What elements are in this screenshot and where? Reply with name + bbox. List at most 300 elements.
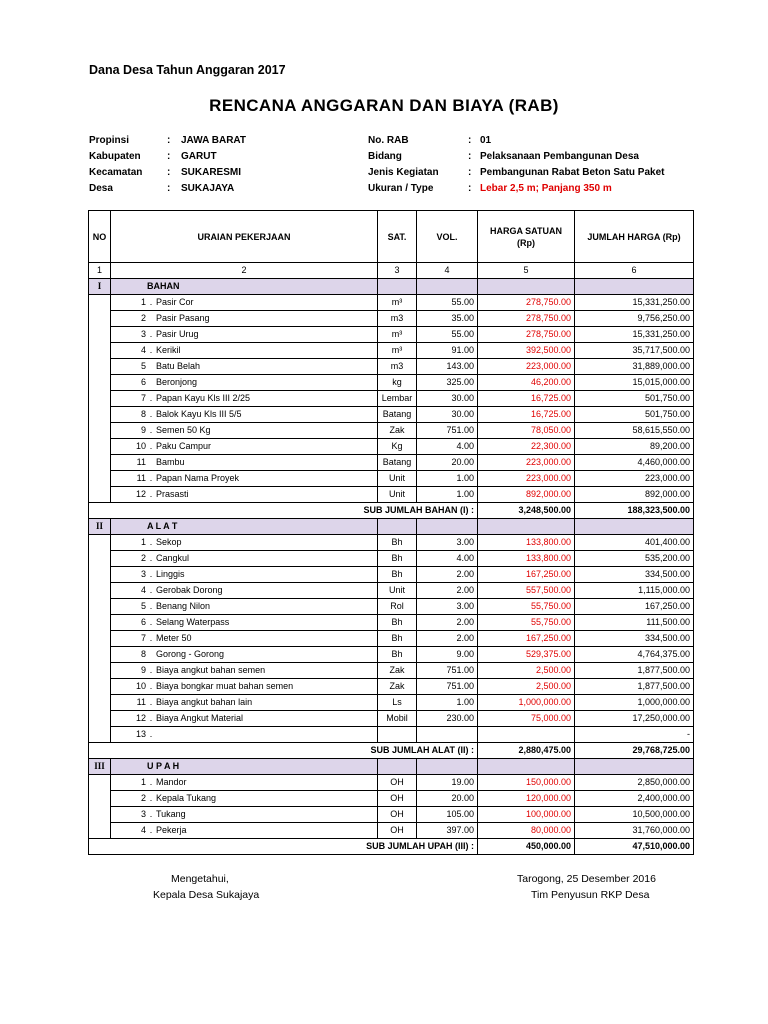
item-number: 6 bbox=[140, 617, 146, 627]
item-dot bbox=[146, 647, 156, 662]
item-vol: 2.00 bbox=[417, 631, 478, 647]
row-no-cell bbox=[89, 359, 111, 375]
item-jumlah: 334,500.00 bbox=[575, 631, 694, 647]
table-row bbox=[89, 647, 694, 663]
table-row bbox=[89, 663, 694, 679]
item-sat: Zak bbox=[378, 679, 417, 695]
item-jumlah: 892,000.00 bbox=[575, 487, 694, 503]
info-label: Bidang bbox=[368, 151, 402, 162]
table-row bbox=[89, 791, 694, 807]
info-separator: : bbox=[468, 135, 472, 146]
item-number: 5 bbox=[140, 601, 146, 611]
item-sat: Kg bbox=[378, 439, 417, 455]
item-vol bbox=[417, 727, 478, 743]
uraian-wrap bbox=[114, 663, 374, 678]
row-no-cell bbox=[89, 615, 111, 631]
uraian-wrap bbox=[114, 487, 374, 502]
info-left-block bbox=[89, 133, 349, 197]
uraian-wrap bbox=[114, 679, 374, 694]
row-no-cell bbox=[89, 407, 111, 423]
section-roman: I bbox=[89, 279, 111, 295]
section-empty-cell bbox=[575, 519, 694, 535]
item-vol: 1.00 bbox=[417, 487, 478, 503]
table-row bbox=[89, 711, 694, 727]
uraian-cell bbox=[111, 535, 378, 551]
subtotal-harga: 450,000.00 bbox=[478, 839, 575, 855]
uraian-wrap bbox=[114, 551, 374, 566]
row-no-cell bbox=[89, 391, 111, 407]
item-sat: kg bbox=[378, 375, 417, 391]
item-harga: 278,750.00 bbox=[478, 311, 575, 327]
item-harga: 2,500.00 bbox=[478, 663, 575, 679]
item-vol: 4.00 bbox=[417, 551, 478, 567]
uraian-cell bbox=[111, 679, 378, 695]
item-dot: . bbox=[149, 489, 153, 499]
info-row bbox=[368, 165, 698, 181]
item-dot: . bbox=[149, 777, 153, 787]
item-harga: 278,750.00 bbox=[478, 295, 575, 311]
item-name: Benang Nilon bbox=[156, 601, 211, 611]
item-name bbox=[156, 727, 374, 742]
item-jumlah: 1,877,500.00 bbox=[575, 663, 694, 679]
table-row bbox=[89, 727, 694, 743]
item-sat: Unit bbox=[378, 583, 417, 599]
info-label: Kabupaten bbox=[89, 151, 141, 162]
item-jumlah: 501,750.00 bbox=[575, 391, 694, 407]
item-number: 1 bbox=[140, 297, 146, 307]
item-jumlah: 58,615,550.00 bbox=[575, 423, 694, 439]
item-harga: 167,250.00 bbox=[478, 631, 575, 647]
item-harga: 223,000.00 bbox=[478, 455, 575, 471]
item-jumlah: 2,850,000.00 bbox=[575, 775, 694, 791]
section-empty-cell bbox=[575, 759, 694, 775]
item-jumlah: 2,400,000.00 bbox=[575, 791, 694, 807]
item-harga: 2,500.00 bbox=[478, 679, 575, 695]
item-dot: . bbox=[149, 473, 153, 483]
info-separator: : bbox=[167, 151, 171, 162]
row-no-cell bbox=[89, 647, 111, 663]
item-sat: OH bbox=[378, 775, 417, 791]
item-vol: 1.00 bbox=[417, 695, 478, 711]
item-vol: 143.00 bbox=[417, 359, 478, 375]
item-harga: 75,000.00 bbox=[478, 711, 575, 727]
item-sat: Mobil bbox=[378, 711, 417, 727]
section-name: U P A H bbox=[111, 759, 378, 775]
info-row bbox=[89, 133, 349, 149]
item-number: 13 bbox=[135, 729, 146, 739]
item-dot: . bbox=[149, 553, 153, 563]
item-number: 1 bbox=[140, 537, 146, 547]
item-name: Biaya angkut bahan semen bbox=[156, 665, 266, 675]
section-empty-cell bbox=[417, 279, 478, 295]
table-row bbox=[89, 631, 694, 647]
item-number: 11 bbox=[136, 457, 146, 467]
info-value: Pelaksanaan Pembangunan Desa bbox=[480, 151, 639, 162]
section-empty-cell bbox=[378, 519, 417, 535]
item-dot: . bbox=[149, 617, 153, 627]
signature-left-line2: Kepala Desa Sukajaya bbox=[153, 889, 260, 901]
subtotal-harga: 3,248,500.00 bbox=[478, 503, 575, 519]
uraian-cell bbox=[111, 695, 378, 711]
header-sat: SAT. bbox=[378, 211, 417, 263]
table-row bbox=[89, 455, 694, 471]
item-harga: 46,200.00 bbox=[478, 375, 575, 391]
item-number: 10 bbox=[135, 441, 146, 451]
item-number: 8 bbox=[140, 649, 146, 659]
info-row bbox=[368, 133, 698, 149]
item-sat bbox=[378, 727, 417, 743]
uraian-cell bbox=[111, 455, 378, 471]
item-harga: 78,050.00 bbox=[478, 423, 575, 439]
info-row bbox=[368, 149, 698, 165]
section-empty-cell bbox=[478, 519, 575, 535]
item-sat: m³ bbox=[378, 343, 417, 359]
item-name: Kepala Tukang bbox=[156, 793, 217, 803]
uraian-cell bbox=[111, 615, 378, 631]
table-row bbox=[89, 599, 694, 615]
table-row bbox=[89, 295, 694, 311]
item-vol: 19.00 bbox=[417, 775, 478, 791]
item-jumlah: 4,764,375.00 bbox=[575, 647, 694, 663]
section-name: A L A T bbox=[111, 519, 378, 535]
row-no-cell bbox=[89, 695, 111, 711]
info-value: SUKAJAYA bbox=[181, 183, 235, 194]
item-name: Sekop bbox=[156, 537, 182, 547]
info-separator: : bbox=[468, 167, 472, 178]
info-label: Kecamatan bbox=[89, 167, 143, 178]
item-sat: Unit bbox=[378, 487, 417, 503]
table-row bbox=[89, 695, 694, 711]
uraian-wrap bbox=[114, 359, 374, 374]
item-harga: 22,300.00 bbox=[478, 439, 575, 455]
item-jumlah: 167,250.00 bbox=[575, 599, 694, 615]
item-harga: 133,800.00 bbox=[478, 551, 575, 567]
item-number: 5 bbox=[140, 361, 146, 371]
item-sat: Bh bbox=[378, 551, 417, 567]
item-name: Pasir Pasang bbox=[156, 313, 210, 323]
row-no-cell bbox=[89, 327, 111, 343]
info-separator: : bbox=[167, 167, 171, 178]
item-harga: 223,000.00 bbox=[478, 471, 575, 487]
uraian-wrap bbox=[114, 647, 374, 662]
item-dot: . bbox=[149, 825, 153, 835]
subtotal-jumlah: 47,510,000.00 bbox=[575, 839, 694, 855]
item-jumlah: 15,015,000.00 bbox=[575, 375, 694, 391]
row-no-cell bbox=[89, 663, 111, 679]
item-number: 12 bbox=[135, 713, 146, 723]
uraian-cell bbox=[111, 295, 378, 311]
item-dot bbox=[146, 311, 156, 326]
section-name: BAHAN bbox=[111, 279, 378, 295]
item-jumlah: 10,500,000.00 bbox=[575, 807, 694, 823]
uraian-cell bbox=[111, 775, 378, 791]
section-empty-cell bbox=[378, 279, 417, 295]
table-row bbox=[89, 823, 694, 839]
table-row bbox=[89, 327, 694, 343]
info-row bbox=[89, 165, 349, 181]
item-sat: m³ bbox=[378, 327, 417, 343]
subtotal-harga: 2,880,475.00 bbox=[478, 743, 575, 759]
item-name: Tukang bbox=[156, 809, 186, 819]
uraian-cell bbox=[111, 439, 378, 455]
uraian-wrap bbox=[114, 583, 374, 598]
uraian-cell bbox=[111, 423, 378, 439]
subtotal-label: SUB JUMLAH BAHAN (I) : bbox=[89, 503, 478, 519]
item-jumlah: 334,500.00 bbox=[575, 567, 694, 583]
item-harga: 278,750.00 bbox=[478, 327, 575, 343]
subtotal-label: SUB JUMLAH ALAT (II) : bbox=[89, 743, 478, 759]
item-name: Papan Nama Proyek bbox=[156, 473, 240, 483]
uraian-cell bbox=[111, 407, 378, 423]
item-number: 9 bbox=[140, 425, 146, 435]
item-name: Pasir Cor bbox=[156, 297, 194, 307]
uraian-cell bbox=[111, 567, 378, 583]
signature-right-line1: Tarogong, 25 Desember 2016 bbox=[517, 873, 656, 885]
row-no-cell bbox=[89, 679, 111, 695]
header-harga: HARGA SATUAN (Rp) bbox=[478, 211, 575, 263]
item-number: 9 bbox=[140, 665, 146, 675]
item-sat: m3 bbox=[378, 311, 417, 327]
subtotal-row bbox=[89, 839, 694, 855]
item-harga: 133,800.00 bbox=[478, 535, 575, 551]
signature-right-line2: Tim Penyusun RKP Desa bbox=[531, 889, 650, 901]
item-vol: 30.00 bbox=[417, 391, 478, 407]
item-harga: 557,500.00 bbox=[478, 583, 575, 599]
item-name: Papan Kayu Kls III 2/25 bbox=[156, 393, 251, 403]
item-number: 11 bbox=[136, 473, 146, 483]
row-no-cell bbox=[89, 823, 111, 839]
item-number: 11 bbox=[136, 697, 146, 707]
column-number: 3 bbox=[378, 263, 417, 279]
table-row bbox=[89, 391, 694, 407]
info-label: Jenis Kegiatan bbox=[368, 167, 439, 178]
item-harga: 100,000.00 bbox=[478, 807, 575, 823]
item-vol: 751.00 bbox=[417, 423, 478, 439]
item-jumlah: 1,000,000.00 bbox=[575, 695, 694, 711]
row-no-cell bbox=[89, 631, 111, 647]
item-dot: . bbox=[149, 681, 153, 691]
table-row bbox=[89, 375, 694, 391]
item-sat: Zak bbox=[378, 423, 417, 439]
item-vol: 20.00 bbox=[417, 455, 478, 471]
item-name: Batu Belah bbox=[156, 361, 201, 371]
table-row bbox=[89, 343, 694, 359]
item-jumlah: 89,200.00 bbox=[575, 439, 694, 455]
header-uraian: URAIAN PEKERJAAN bbox=[111, 211, 378, 263]
item-number: 7 bbox=[140, 633, 146, 643]
item-number: 4 bbox=[140, 585, 146, 595]
item-harga: 1,000,000.00 bbox=[478, 695, 575, 711]
column-number-row bbox=[89, 263, 694, 279]
row-no-cell bbox=[89, 807, 111, 823]
item-name: Mandor bbox=[156, 777, 187, 787]
info-label: Desa bbox=[89, 183, 113, 194]
uraian-wrap bbox=[114, 567, 374, 582]
row-no-cell bbox=[89, 727, 111, 743]
item-dot: . bbox=[149, 809, 153, 819]
row-no-cell bbox=[89, 295, 111, 311]
item-jumlah: 1,877,500.00 bbox=[575, 679, 694, 695]
subtotal-jumlah: 29,768,725.00 bbox=[575, 743, 694, 759]
item-jumlah: 17,250,000.00 bbox=[575, 711, 694, 727]
item-harga: 167,250.00 bbox=[478, 567, 575, 583]
item-name: Semen 50 Kg bbox=[156, 425, 211, 435]
item-number: 3 bbox=[140, 569, 146, 579]
section-roman: II bbox=[89, 519, 111, 535]
item-name: Linggis bbox=[156, 569, 185, 579]
uraian-wrap bbox=[114, 727, 374, 742]
row-no-cell bbox=[89, 311, 111, 327]
item-vol: 751.00 bbox=[417, 663, 478, 679]
item-jumlah: 223,000.00 bbox=[575, 471, 694, 487]
item-jumlah: 31,760,000.00 bbox=[575, 823, 694, 839]
row-no-cell bbox=[89, 599, 111, 615]
item-sat: Bh bbox=[378, 567, 417, 583]
uraian-wrap bbox=[114, 711, 374, 726]
item-jumlah: 4,460,000.00 bbox=[575, 455, 694, 471]
uraian-cell bbox=[111, 359, 378, 375]
info-label: Ukuran / Type bbox=[368, 183, 434, 194]
item-jumlah: 15,331,250.00 bbox=[575, 327, 694, 343]
row-no-cell bbox=[89, 375, 111, 391]
item-vol: 3.00 bbox=[417, 599, 478, 615]
info-value: JAWA BARAT bbox=[181, 135, 246, 146]
item-vol: 2.00 bbox=[417, 567, 478, 583]
item-dot: . bbox=[149, 585, 153, 595]
uraian-cell bbox=[111, 791, 378, 807]
item-name: Balok Kayu Kls III 5/5 bbox=[156, 409, 242, 419]
rab-table bbox=[88, 210, 694, 855]
table-row bbox=[89, 567, 694, 583]
section-row bbox=[89, 759, 694, 775]
uraian-cell bbox=[111, 487, 378, 503]
item-sat: Ls bbox=[378, 695, 417, 711]
row-no-cell bbox=[89, 711, 111, 727]
item-name: Bambu bbox=[156, 457, 185, 467]
item-sat: OH bbox=[378, 807, 417, 823]
table-row bbox=[89, 535, 694, 551]
item-number: 7 bbox=[140, 393, 146, 403]
item-dot: . bbox=[149, 633, 153, 643]
uraian-cell bbox=[111, 599, 378, 615]
item-number: 2 bbox=[140, 793, 146, 803]
item-vol: 55.00 bbox=[417, 295, 478, 311]
uraian-wrap bbox=[114, 823, 374, 838]
item-harga: 892,000.00 bbox=[478, 487, 575, 503]
table-row bbox=[89, 807, 694, 823]
table-header-row bbox=[89, 211, 694, 263]
info-value: Pembangunan Rabat Beton Satu Paket bbox=[480, 167, 665, 178]
uraian-wrap bbox=[114, 343, 374, 358]
item-number: 6 bbox=[140, 377, 146, 387]
uraian-wrap bbox=[114, 311, 374, 326]
item-sat: Bh bbox=[378, 615, 417, 631]
info-row bbox=[89, 181, 349, 197]
table-row bbox=[89, 615, 694, 631]
item-dot: . bbox=[149, 793, 153, 803]
table-row bbox=[89, 439, 694, 455]
table-row bbox=[89, 311, 694, 327]
item-dot: . bbox=[149, 569, 153, 579]
info-right-block bbox=[368, 133, 698, 197]
item-vol: 3.00 bbox=[417, 535, 478, 551]
item-name: Pekerja bbox=[156, 825, 187, 835]
section-empty-cell bbox=[478, 279, 575, 295]
item-dot: . bbox=[149, 393, 153, 403]
item-dot: . bbox=[149, 601, 153, 611]
uraian-wrap bbox=[114, 775, 374, 790]
item-jumlah: 15,331,250.00 bbox=[575, 295, 694, 311]
item-vol: 30.00 bbox=[417, 407, 478, 423]
column-number: 1 bbox=[89, 263, 111, 279]
item-number: 8 bbox=[140, 409, 146, 419]
section-row bbox=[89, 519, 694, 535]
item-jumlah: 1,115,000.00 bbox=[575, 583, 694, 599]
item-jumlah: 31,889,000.00 bbox=[575, 359, 694, 375]
item-vol: 325.00 bbox=[417, 375, 478, 391]
item-name: Cangkul bbox=[156, 553, 190, 563]
item-sat: Bh bbox=[378, 647, 417, 663]
subtotal-label: SUB JUMLAH UPAH (III) : bbox=[89, 839, 478, 855]
info-separator: : bbox=[468, 151, 472, 162]
item-vol: 1.00 bbox=[417, 471, 478, 487]
item-number: 4 bbox=[140, 345, 146, 355]
table-row bbox=[89, 471, 694, 487]
item-name: Meter 50 bbox=[156, 633, 192, 643]
section-empty-cell bbox=[417, 519, 478, 535]
uraian-cell bbox=[111, 551, 378, 567]
item-number: 2 bbox=[140, 553, 146, 563]
uraian-wrap bbox=[114, 631, 374, 646]
uraian-cell bbox=[111, 327, 378, 343]
table-row bbox=[89, 423, 694, 439]
uraian-wrap bbox=[114, 615, 374, 630]
item-jumlah: 35,717,500.00 bbox=[575, 343, 694, 359]
item-vol: 91.00 bbox=[417, 343, 478, 359]
item-vol: 20.00 bbox=[417, 791, 478, 807]
item-vol: 397.00 bbox=[417, 823, 478, 839]
item-name: Kerikil bbox=[156, 345, 181, 355]
item-jumlah: 501,750.00 bbox=[575, 407, 694, 423]
item-dot: . bbox=[149, 409, 153, 419]
item-dot: . bbox=[149, 345, 153, 355]
document-title: RENCANA ANGGARAN DAN BIAYA (RAB) bbox=[209, 96, 559, 115]
info-value: 01 bbox=[480, 135, 492, 146]
row-no-cell bbox=[89, 471, 111, 487]
item-sat: Lembar bbox=[378, 391, 417, 407]
item-dot: . bbox=[149, 425, 153, 435]
info-label: Propinsi bbox=[89, 135, 130, 146]
uraian-cell bbox=[111, 823, 378, 839]
item-name: Pasir Urug bbox=[156, 329, 199, 339]
column-number: 2 bbox=[111, 263, 378, 279]
item-number: 3 bbox=[140, 329, 146, 339]
uraian-cell bbox=[111, 807, 378, 823]
signature-left-line1: Mengetahui, bbox=[171, 873, 229, 885]
item-dot: . bbox=[149, 665, 153, 675]
item-harga: 120,000.00 bbox=[478, 791, 575, 807]
uraian-wrap bbox=[114, 391, 374, 406]
column-number: 4 bbox=[417, 263, 478, 279]
item-sat: Batang bbox=[378, 407, 417, 423]
row-no-cell bbox=[89, 791, 111, 807]
item-vol: 105.00 bbox=[417, 807, 478, 823]
item-jumlah: 401,400.00 bbox=[575, 535, 694, 551]
table-row bbox=[89, 359, 694, 375]
item-number: 3 bbox=[140, 809, 146, 819]
uraian-cell bbox=[111, 647, 378, 663]
item-harga bbox=[478, 727, 575, 743]
